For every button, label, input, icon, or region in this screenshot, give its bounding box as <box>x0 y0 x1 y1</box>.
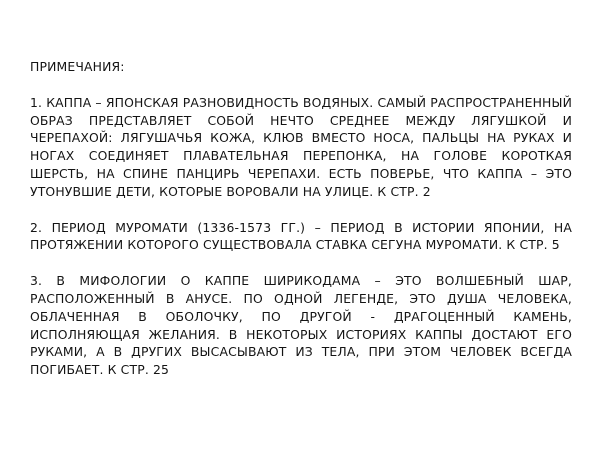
note-muromachi: 2. ПЕРИОД МУРОМАТИ (1336-1573 ГГ.) – ПЕРИОД В ИСТОРИИ ЯПОНИИ, НА ПРОТЯЖЕНИИ КОТОРОГО СУЩЕСТВОВАЛА СТАВКА СЕГУНА МУРОМАТИ. К СТР. 5 <box>30 219 572 253</box>
notes-title: ПРИМЕЧАНИЯ: <box>30 59 125 74</box>
note-shirikodama: 3. В МИФОЛОГИИ О КАППЕ ШИРИКОДАМА – ЭТО ВОЛШЕБНЫЙ ШАР, РАСПОЛОЖЕННЫЙ В АНУСЕ. ПО ОДНОЙ ЛЕГЕНДЕ, ЭТО ДУША ЧЕЛОВЕКА, ОБЛАЧЕННАЯ В ОБОЛОЧКУ, ПО ДРУГОЙ - ДРАГОЦЕННЫЙ КАМЕНЬ, ИСПОЛНЯЮЩАЯ ЖЕЛАНИЯ. В НЕКОТОРЫХ ИСТОРИЯХ КАППЫ ДОСТАЮТ ЕГО РУКАМИ, А В ДРУГИХ ВЫСАСЫВАЮТ ИЗ ТЕЛА, ПРИ ЭТОМ ЧЕЛОВЕК ВСЕГДА ПОГИБАЕТ. К СТР. 25 <box>30 273 572 378</box>
notes-page <box>30 58 572 397</box>
note-kappa: 1. КАППА – ЯПОНСКАЯ РАЗНОВИДНОСТЬ ВОДЯНЫХ. САМЫЙ РАСПРОСТРАНЕННЫЙ ОБРАЗ ПРЕДСТАВЛЯЕТ СОБОЙ НЕЧТО СРЕДНЕЕ МЕЖДУ ЛЯГУШКОЙ И ЧЕРЕПАХОЙ: ЛЯГУШАЧЬЯ КОЖА, КЛЮВ ВМЕСТО НОСА, ПАЛЬЦЫ НА РУКАХ И НОГАХ СОЕДИНЯЕТ ПЛАВАТЕЛЬНАЯ ПЕРЕПОНКА, НА ГОЛОВЕ КОРОТКАЯ ШЕРСТЬ, НА СПИНЕ ПАНЦИРЬ ЧЕРЕПАХИ. ЕСТЬ ПОВЕРЬЕ, ЧТО КАППА – ЭТО УТОНУВШИЕ ДЕТИ, КОТОРЫЕ ВОРОВАЛИ НА УЛИЦЕ. К СТР. 2 <box>30 94 572 199</box>
